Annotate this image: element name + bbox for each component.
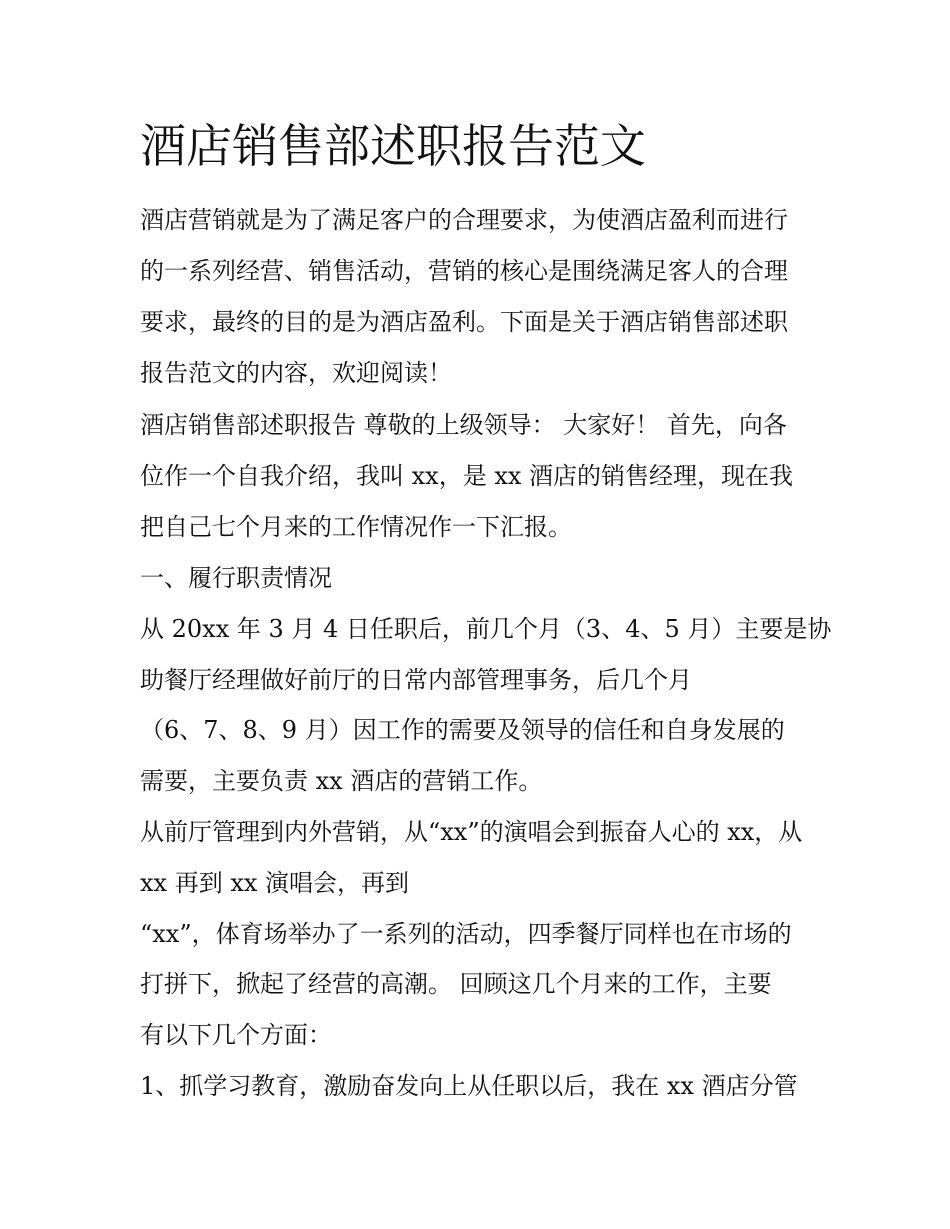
text-line: 1、抓学习教育，激励奋发向上从任职以后，我在 xx 酒店分管 <box>140 1072 798 1100</box>
text-line: 助餐厅经理做好前厅的日常内部管理事务，后几个月 <box>140 666 692 694</box>
text-line: “xx”，体育场举办了一系列的活动，四季餐厅同样也在市场的 <box>140 920 792 948</box>
text-line: 从 20xx 年 3 月 4 日任职后，前几个月（3、4、5 月）主要是协 <box>140 615 832 643</box>
text-line: 酒店销售部述职报告 尊敬的上级领导： 大家好！ 首先，向各 <box>140 411 787 439</box>
text-line: 有以下几个方面： <box>140 1021 332 1049</box>
text-line: xx 再到 xx 演唱会，再到 <box>140 869 410 897</box>
text-line: 酒店营销就是为了满足客户的合理要求，为使酒店盈利而进行 <box>140 206 788 234</box>
text-line: 打拼下，掀起了经营的高潮。 回顾这几个月来的工作，主要 <box>140 970 772 998</box>
text-line: 要求，最终的目的是为酒店盈利。下面是关于酒店销售部述职 <box>140 308 788 336</box>
text-line: 从前厅管理到内外营销，从“xx”的演唱会到振奋人心的 xx，从 <box>140 818 803 846</box>
text-line: 把自己七个月来的工作情况作一下汇报。 <box>140 513 572 541</box>
text-line: 需要，主要负责 xx 酒店的营销工作。 <box>140 767 543 795</box>
document-title: 酒店销售部述职报告范文 <box>140 119 646 173</box>
text-line: 位作一个自我介绍，我叫 xx，是 xx 酒店的销售经理，现在我 <box>140 462 794 490</box>
text-line: 报告范文的内容，欢迎阅读！ <box>140 359 452 387</box>
text-line: （6、7、8、9 月）因工作的需要及领导的信任和自身发展的 <box>140 716 785 744</box>
section-heading: 一、履行职责情况 <box>140 564 332 592</box>
text-line: 的一系列经营、销售活动，营销的核心是围绕满足客人的合理 <box>140 257 788 285</box>
